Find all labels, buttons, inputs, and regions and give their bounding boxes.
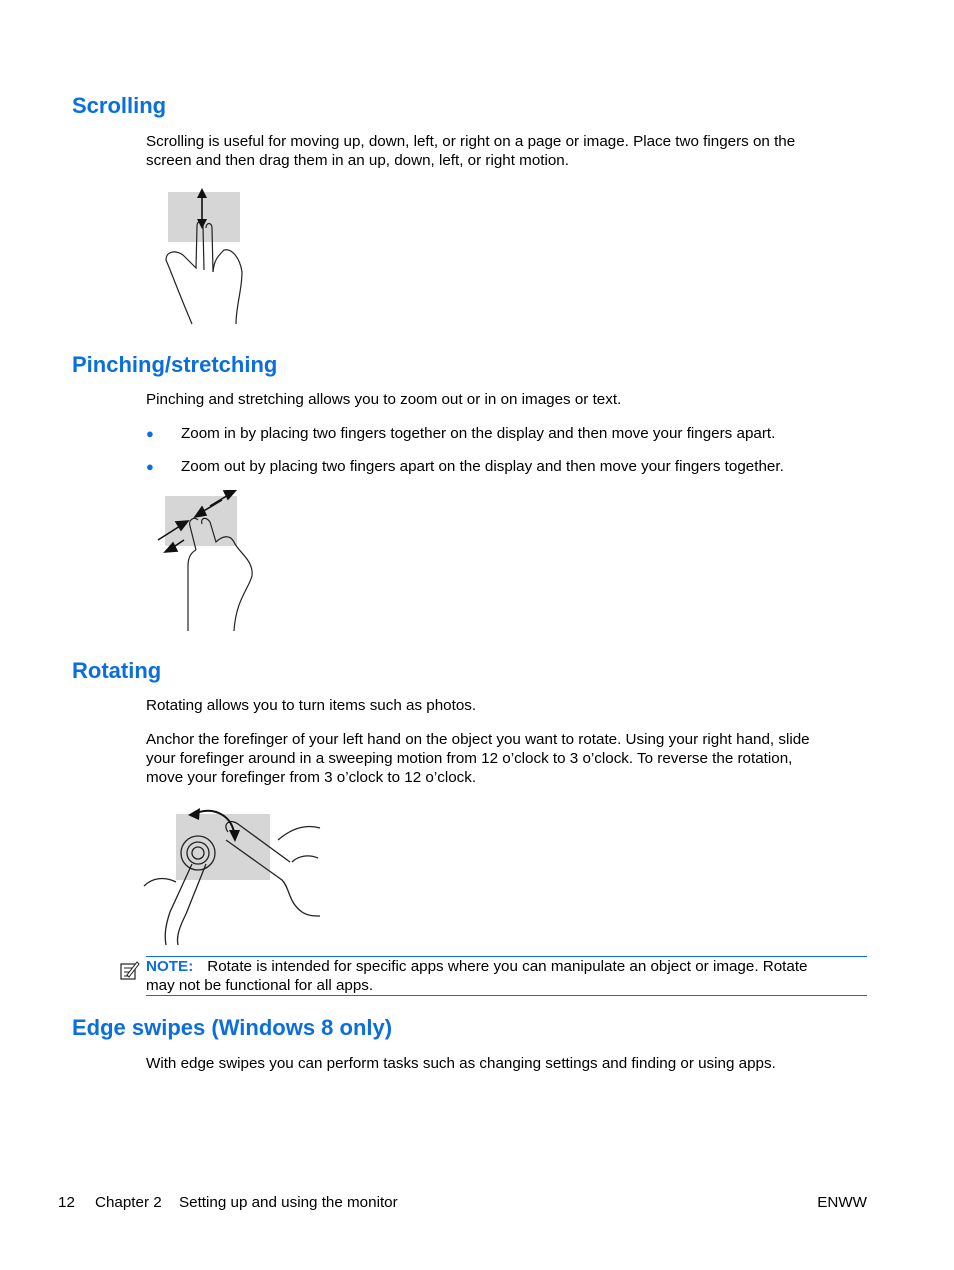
footer-enww: ENWW <box>817 1194 867 1211</box>
scrolling-line-2: screen and then drag them in an up, down, left, or right motion. <box>146 152 569 169</box>
bullet-text: Zoom out by placing two fingers apart on the display and then move your fingers together. <box>181 458 784 475</box>
note-line-1: Rotate is intended for specific apps where you can manipulate an object or image. Rotate <box>207 958 808 975</box>
gesture-surface <box>176 814 270 880</box>
rotate-gesture-illustration <box>142 802 322 947</box>
rotating-instructions <box>146 730 866 787</box>
heading-edge-swipes: Edge swipes (Windows 8 only) <box>72 1015 393 1040</box>
gesture-surface <box>168 192 240 242</box>
note-bottom-rule <box>146 995 867 996</box>
scrolling-description <box>146 132 866 170</box>
rotating-line-3: move your forefinger from 3 o’clock to 12 o’clock. <box>146 769 477 786</box>
rotating-line-1: Anchor the forefinger of your left hand on the object you want to rotate. Using your right hand, slide <box>146 731 810 748</box>
scrolling-line-1: Scrolling is useful for moving up, down, left, or right on a page or image. Place two fingers on the <box>146 133 796 150</box>
footer-chapter: Chapter 2 <box>95 1194 162 1211</box>
bullet-icon: ● <box>146 426 154 441</box>
rotating-line-2: your forefinger around in a sweeping motion from 12 o’clock to 3 o’clock. To reverse the rotation, <box>146 750 793 767</box>
page-number: 12 <box>58 1194 75 1211</box>
edge-swipes-intro: With edge swipes you can perform tasks such as changing settings and finding or using apps. <box>146 1055 776 1072</box>
bullet-text: Zoom in by placing two fingers together on the display and then move your fingers apart. <box>181 425 776 442</box>
note-line-2: may not be functional for all apps. <box>146 977 374 994</box>
footer-chapter-title: Setting up and using the monitor <box>179 1194 398 1211</box>
note-icon <box>118 960 140 982</box>
heading-rotating: Rotating <box>72 658 162 683</box>
note-box <box>146 957 866 995</box>
bullet-icon: ● <box>146 459 154 474</box>
rotating-intro: Rotating allows you to turn items such as photos. <box>146 697 477 714</box>
pinching-intro: Pinching and stretching allows you to zoom out or in on images or text. <box>146 391 622 408</box>
note-label: NOTE: <box>146 958 194 975</box>
pinch-gesture-illustration <box>150 490 260 635</box>
heading-scrolling: Scrolling <box>72 93 167 118</box>
gesture-surface <box>165 496 237 546</box>
scroll-gesture-illustration <box>160 186 250 328</box>
heading-pinching: Pinching/stretching <box>72 352 278 377</box>
